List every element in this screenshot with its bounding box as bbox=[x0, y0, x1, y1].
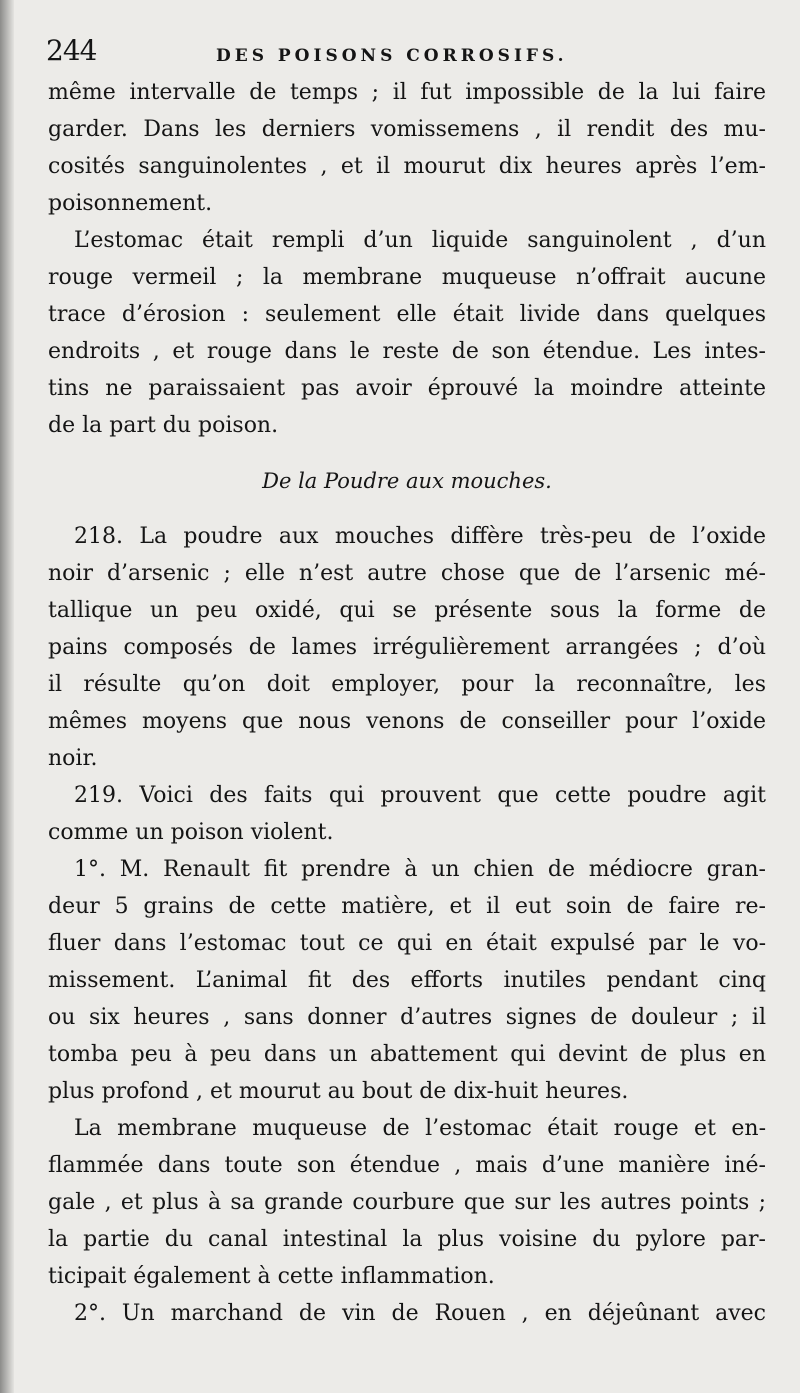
text-line: noir d’arsenic ; elle n’est autre chose que de l’arsenic mé- bbox=[48, 561, 766, 586]
text-line: comme un poison violent. bbox=[48, 820, 334, 845]
text-line: garder. Dans les derniers vomissemens , il rendit des mu- bbox=[48, 117, 766, 142]
running-title: DES POISONS CORROSIFS. bbox=[216, 46, 568, 66]
text-line: tomba peu à peu dans un abattement qui devint de plus en bbox=[48, 1042, 766, 1067]
text-line: fluer dans l’estomac tout ce qui en était expulsé par le vo- bbox=[48, 931, 766, 956]
text-line: deur 5 grains de cette matière, et il eut soin de faire re- bbox=[48, 894, 766, 919]
text-line: 219. Voici des faits qui prouvent que cette poudre agit bbox=[74, 783, 766, 808]
text-line: mêmes moyens que nous venons de conseiller pour l’oxide bbox=[48, 709, 766, 734]
text-line: de la part du poison. bbox=[48, 413, 279, 438]
page-gutter-shadow bbox=[0, 0, 14, 1393]
text-line: missement. L’animal fit des efforts inutiles pendant cinq bbox=[48, 968, 766, 993]
text-line: rouge vermeil ; la membrane muqueuse n’offrait aucune bbox=[48, 265, 766, 290]
text-line: il résulte qu’on doit employer, pour la reconnaître, les bbox=[48, 672, 766, 697]
text-line: tins ne paraissaient pas avoir éprouvé la moindre atteinte bbox=[48, 376, 766, 401]
text-line: flammée dans toute son étendue , mais d’une manière iné- bbox=[48, 1153, 766, 1178]
text-line: L’estomac était rempli d’un liquide sanguinolent , d’un bbox=[74, 228, 766, 253]
section-heading: De la Poudre aux mouches. bbox=[262, 469, 552, 493]
text-line: ticipait également à cette inflammation. bbox=[48, 1264, 495, 1289]
text-line: trace d’érosion : seulement elle était livide dans quelques bbox=[48, 302, 766, 327]
text-line: cosités sanguinolentes , et il mourut dix heures après l’em- bbox=[48, 154, 766, 179]
page-number: 244 bbox=[46, 34, 97, 67]
text-line: La membrane muqueuse de l’estomac était rouge et en- bbox=[74, 1116, 766, 1141]
page-header bbox=[46, 34, 766, 74]
text-line: plus profond , et mourut au bout de dix-huit heures. bbox=[48, 1079, 629, 1104]
body-text bbox=[48, 74, 766, 1332]
text-line: la partie du canal intestinal la plus voisine du pylore par- bbox=[48, 1227, 766, 1252]
text-line: gale , et plus à sa grande courbure que sur les autres points ; bbox=[48, 1190, 766, 1215]
text-line: 218. La poudre aux mouches diffère très-peu de l’oxide bbox=[74, 524, 766, 549]
text-line: endroits , et rouge dans le reste de son étendue. Les intes- bbox=[48, 339, 766, 364]
text-line: ou six heures , sans donner d’autres signes de douleur ; il bbox=[48, 1005, 766, 1030]
text-line: poisonnement. bbox=[48, 191, 213, 216]
text-line: pains composés de lames irrégulièrement arrangées ; d’où bbox=[48, 635, 766, 660]
text-line: noir. bbox=[48, 746, 98, 771]
text-line: 2°. Un marchand de vin de Rouen , en déjeûnant avec bbox=[74, 1301, 766, 1326]
text-line: 1°. M. Renault fit prendre à un chien de médiocre gran- bbox=[74, 857, 766, 882]
text-line: même intervalle de temps ; il fut impossible de la lui faire bbox=[48, 80, 766, 105]
text-line: tallique un peu oxidé, qui se présente sous la forme de bbox=[48, 598, 766, 623]
